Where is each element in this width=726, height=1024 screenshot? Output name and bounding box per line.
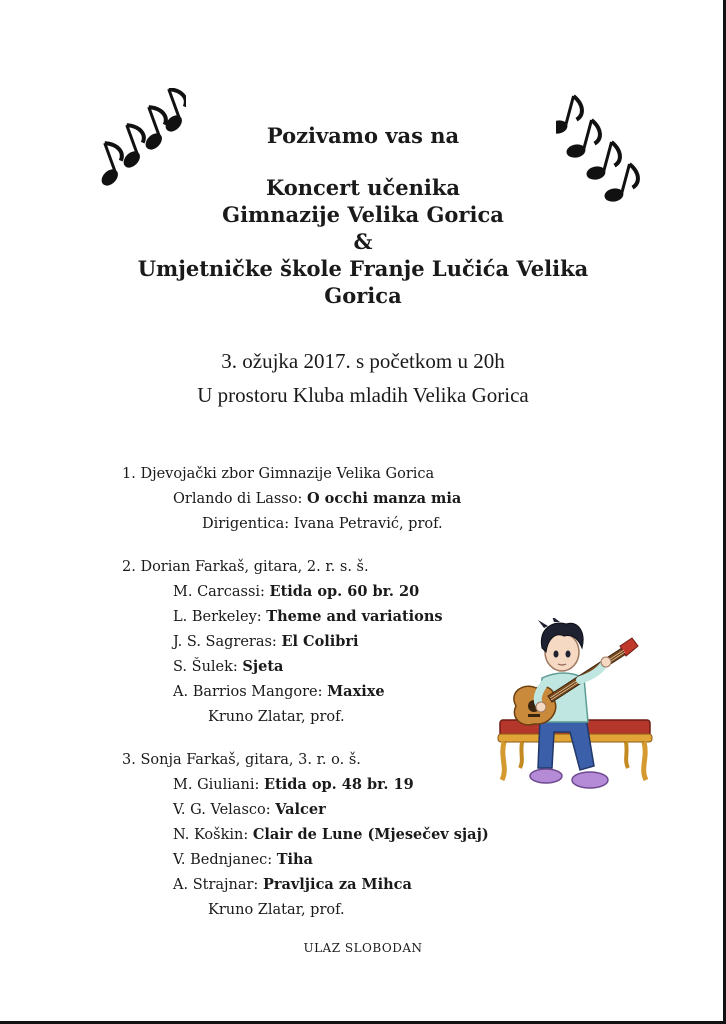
program-piece bbox=[173, 876, 412, 894]
invite-title: Pozivamo vas na bbox=[266, 123, 460, 148]
piece-composer: L. Berkeley: bbox=[173, 609, 267, 625]
concert-title-line1: Koncert učenika bbox=[265, 175, 461, 200]
program-mentor: Dirigentica: Ivana Petravić, prof. bbox=[202, 516, 443, 532]
program-piece bbox=[173, 851, 313, 869]
program-piece bbox=[173, 608, 443, 626]
piece-title: Clair de Lune (Mjesečev sjaj) bbox=[252, 826, 489, 843]
piece-composer: S. Šulek: bbox=[173, 659, 243, 675]
piece-title: O occhi manza mia bbox=[306, 490, 462, 507]
piece-title: Pravljica za Mihca bbox=[262, 876, 412, 893]
piece-composer: M. Giuliani: bbox=[173, 777, 265, 793]
program-performer: 1. Djevojački zbor Gimnazije Velika Gorica bbox=[122, 466, 435, 482]
piece-title: Etida op. 60 br. 20 bbox=[269, 583, 420, 600]
piece-title: Maxixe bbox=[327, 683, 385, 700]
program-piece bbox=[173, 776, 414, 794]
piece-title: Theme and variations bbox=[266, 608, 443, 625]
piece-title: El Colibri bbox=[281, 633, 359, 650]
piece-title: Etida op. 48 br. 19 bbox=[264, 776, 414, 793]
program-piece bbox=[173, 683, 385, 701]
concert-title-ampersand: & bbox=[353, 229, 373, 254]
piece-composer: A. Barrios Mangore: bbox=[173, 684, 328, 700]
program-piece bbox=[173, 801, 326, 819]
piece-composer: A. Strajnar: bbox=[173, 877, 263, 893]
program-piece bbox=[173, 583, 419, 601]
event-date: 3. ožujka 2017. s početkom u 20h bbox=[221, 349, 505, 373]
program-piece bbox=[173, 658, 283, 676]
piece-composer: V. Bednjanec: bbox=[173, 852, 277, 868]
piece-composer: J. S. Sagreras: bbox=[173, 634, 282, 650]
concert-title-line4: Gorica bbox=[324, 283, 402, 308]
program-piece bbox=[173, 826, 489, 844]
concert-title-line2: Gimnazije Velika Gorica bbox=[222, 202, 504, 227]
program-piece bbox=[173, 490, 461, 508]
piece-title: Valcer bbox=[275, 801, 326, 818]
program-mentor: Kruno Zlatar, prof. bbox=[208, 902, 345, 918]
concert-title-line3: Umjetničke škole Franje Lučića Velika bbox=[137, 256, 589, 281]
piece-composer: M. Carcassi: bbox=[173, 584, 270, 600]
guitarist-illustration bbox=[494, 618, 654, 808]
program-piece bbox=[173, 633, 359, 651]
piece-title: Sjeta bbox=[242, 658, 284, 675]
piece-title: Tiha bbox=[276, 851, 313, 868]
program-mentor: Kruno Zlatar, prof. bbox=[208, 709, 345, 725]
piece-composer: V. G. Velasco: bbox=[173, 802, 276, 818]
program-performer: 2. Dorian Farkaš, gitara, 2. r. s. š. bbox=[122, 559, 369, 575]
piece-composer: N. Koškin: bbox=[173, 827, 253, 843]
program-performer: 3. Sonja Farkaš, gitara, 3. r. o. š. bbox=[122, 752, 361, 768]
event-place: U prostoru Kluba mladih Velika Gorica bbox=[197, 383, 529, 407]
entry-notice: ULAZ SLOBODAN bbox=[303, 941, 423, 955]
piece-composer: Orlando di Lasso: bbox=[173, 491, 307, 507]
